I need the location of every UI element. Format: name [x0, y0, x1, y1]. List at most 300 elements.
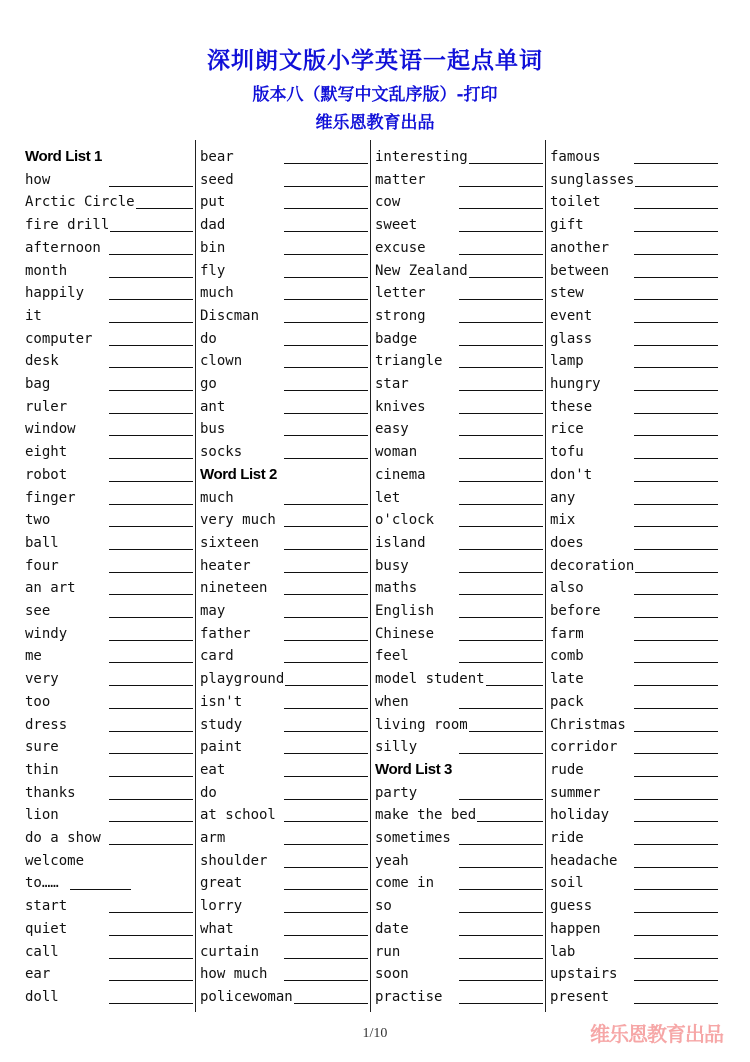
word-row — [375, 963, 543, 985]
answer-blank[interactable] — [634, 208, 718, 209]
answer-blank[interactable] — [70, 889, 131, 890]
word-row — [25, 986, 193, 1008]
answer-blank[interactable] — [284, 594, 368, 595]
word-row — [550, 850, 718, 872]
word-row — [200, 555, 368, 577]
english-word: great — [200, 875, 243, 892]
english-word: matter — [375, 171, 426, 188]
answer-blank[interactable] — [634, 277, 718, 278]
english-word: triangle — [375, 353, 443, 370]
answer-blank[interactable] — [284, 299, 368, 300]
word-row — [200, 600, 368, 622]
answer-blank[interactable] — [109, 640, 193, 641]
english-word: ear — [25, 966, 51, 983]
english-word: finger — [25, 489, 76, 506]
answer-blank[interactable] — [109, 345, 193, 346]
word-row — [550, 532, 718, 554]
english-word: welcome — [25, 852, 85, 869]
word-row — [375, 350, 543, 372]
answer-blank[interactable] — [284, 277, 368, 278]
answer-blank[interactable] — [459, 186, 543, 187]
english-word: soil — [550, 875, 584, 892]
word-row — [550, 441, 718, 463]
answer-blank[interactable] — [109, 526, 193, 527]
answer-blank[interactable] — [634, 163, 718, 164]
english-word: knives — [375, 398, 426, 415]
english-word: lamp — [550, 353, 584, 370]
answer-blank[interactable] — [284, 435, 368, 436]
answer-blank[interactable] — [459, 435, 543, 436]
answer-blank[interactable] — [459, 889, 543, 890]
word-row — [25, 736, 193, 758]
answer-blank[interactable] — [109, 685, 193, 686]
word-row — [375, 918, 543, 940]
answer-blank[interactable] — [634, 708, 718, 709]
answer-blank[interactable] — [109, 753, 193, 754]
english-word: policewoman — [200, 988, 293, 1005]
word-row — [200, 986, 368, 1008]
answer-blank[interactable] — [284, 708, 368, 709]
answer-blank[interactable] — [459, 867, 543, 868]
answer-blank[interactable] — [284, 844, 368, 845]
english-word: may — [200, 603, 226, 619]
answer-blank[interactable] — [459, 753, 543, 754]
word-row — [550, 464, 718, 486]
english-word: yeah — [375, 852, 409, 869]
english-word: maths — [375, 580, 418, 597]
word-row — [550, 736, 718, 758]
answer-blank[interactable] — [459, 912, 543, 913]
answer-blank[interactable] — [109, 186, 193, 187]
english-word: me — [25, 648, 42, 665]
answer-blank[interactable] — [459, 935, 543, 936]
word-row — [200, 350, 368, 372]
word-row — [200, 918, 368, 940]
answer-blank[interactable] — [459, 458, 543, 459]
answer-blank[interactable] — [109, 481, 193, 482]
answer-blank[interactable] — [284, 526, 368, 527]
english-word: Discman — [200, 307, 260, 324]
answer-blank[interactable] — [284, 912, 368, 913]
answer-blank[interactable] — [634, 186, 718, 187]
answer-blank[interactable] — [634, 867, 718, 868]
answer-blank[interactable] — [284, 799, 368, 800]
word-row — [375, 418, 543, 440]
word-row — [550, 260, 718, 282]
answer-blank[interactable] — [634, 504, 718, 505]
english-word: glass — [550, 330, 593, 347]
answer-blank[interactable] — [284, 208, 368, 209]
answer-blank[interactable] — [634, 662, 718, 663]
word-row — [200, 850, 368, 872]
answer-blank[interactable] — [459, 367, 543, 368]
page-subtitle: 版本八（默写中文乱序版）-打印 — [252, 85, 498, 105]
word-row — [25, 850, 193, 872]
answer-blank[interactable] — [634, 912, 718, 913]
answer-blank[interactable] — [109, 413, 193, 414]
word-row — [375, 577, 543, 599]
answer-blank[interactable] — [109, 821, 193, 822]
word-row — [200, 487, 368, 509]
word-row — [25, 260, 193, 282]
word-row — [200, 328, 368, 350]
word-row — [25, 918, 193, 940]
english-word: isn't — [200, 693, 243, 710]
answer-blank[interactable] — [459, 254, 543, 255]
answer-blank[interactable] — [459, 526, 543, 527]
answer-blank[interactable] — [284, 821, 368, 822]
word-row — [200, 396, 368, 418]
answer-blank[interactable] — [634, 458, 718, 459]
answer-blank[interactable] — [634, 617, 718, 618]
english-word: badge — [375, 330, 418, 347]
english-word: New Zealand — [375, 262, 468, 279]
answer-blank[interactable] — [634, 231, 718, 232]
english-word: father — [200, 625, 251, 642]
english-word: thanks — [25, 784, 76, 801]
english-word: clown — [200, 353, 243, 370]
word-row — [25, 328, 193, 350]
english-word: pack — [550, 693, 584, 710]
word-row — [375, 169, 543, 191]
english-word: upstairs — [550, 966, 618, 983]
word-row — [550, 714, 718, 736]
answer-blank[interactable] — [284, 390, 368, 391]
answer-blank[interactable] — [109, 254, 193, 255]
answer-blank[interactable] — [634, 935, 718, 936]
word-row — [375, 464, 543, 486]
word-row — [200, 373, 368, 395]
answer-blank[interactable] — [634, 1003, 718, 1004]
english-word: sometimes — [375, 830, 451, 846]
english-word: lion — [25, 807, 59, 824]
answer-blank[interactable] — [109, 958, 193, 959]
answer-blank[interactable] — [634, 367, 718, 368]
english-word: window — [25, 421, 76, 438]
answer-blank[interactable] — [109, 390, 193, 391]
answer-blank[interactable] — [459, 208, 543, 209]
answer-blank[interactable] — [109, 1003, 193, 1004]
answer-blank[interactable] — [284, 572, 368, 573]
answer-blank[interactable] — [284, 662, 368, 663]
english-word: robot — [25, 466, 68, 483]
english-word: happily — [25, 285, 85, 302]
word-row — [550, 577, 718, 599]
answer-blank[interactable] — [634, 481, 718, 482]
word-row — [375, 532, 543, 554]
word-row — [375, 487, 543, 509]
word-row — [550, 305, 718, 327]
answer-blank[interactable] — [634, 821, 718, 822]
answer-blank[interactable] — [109, 435, 193, 436]
answer-blank[interactable] — [634, 844, 718, 845]
answer-blank[interactable] — [284, 504, 368, 505]
answer-blank[interactable] — [109, 708, 193, 709]
english-word: lorry — [200, 898, 243, 915]
english-word: comb — [550, 648, 584, 665]
word-row — [200, 146, 368, 168]
answer-blank[interactable] — [634, 526, 718, 527]
answer-blank[interactable] — [634, 254, 718, 255]
english-word: very — [25, 671, 59, 688]
word-column-1 — [20, 146, 195, 1012]
answer-blank[interactable] — [459, 980, 543, 981]
word-row — [550, 509, 718, 531]
answer-blank[interactable] — [109, 731, 193, 732]
answer-blank[interactable] — [634, 776, 718, 777]
answer-blank[interactable] — [109, 844, 193, 845]
answer-blank[interactable] — [634, 753, 718, 754]
english-word: do a show — [25, 830, 101, 846]
answer-blank[interactable] — [109, 322, 193, 323]
word-row — [550, 759, 718, 781]
english-word: these — [550, 398, 593, 415]
english-word: cow — [375, 194, 401, 211]
answer-blank[interactable] — [109, 912, 193, 913]
word-row — [375, 237, 543, 259]
answer-blank[interactable] — [634, 799, 718, 800]
answer-blank[interactable] — [284, 549, 368, 550]
word-row — [550, 645, 718, 667]
word-row — [200, 895, 368, 917]
word-row — [375, 373, 543, 395]
english-word: sunglasses — [550, 171, 635, 188]
word-row — [550, 282, 718, 304]
word-row — [25, 782, 193, 804]
answer-blank[interactable] — [634, 685, 718, 686]
answer-blank[interactable] — [284, 935, 368, 936]
answer-blank[interactable] — [284, 753, 368, 754]
answer-blank[interactable] — [459, 481, 543, 482]
answer-blank[interactable] — [634, 413, 718, 414]
english-word: corridor — [550, 739, 618, 756]
answer-blank[interactable] — [284, 867, 368, 868]
word-row — [550, 918, 718, 940]
word-row — [25, 282, 193, 304]
answer-blank[interactable] — [634, 322, 718, 323]
english-word: windy — [25, 625, 68, 642]
word-row — [550, 623, 718, 645]
answer-blank[interactable] — [109, 776, 193, 777]
answer-blank[interactable] — [109, 231, 193, 232]
word-list-title: Word List 2 — [200, 465, 277, 483]
word-row — [200, 782, 368, 804]
english-word: late — [550, 671, 584, 688]
answer-blank[interactable] — [284, 685, 368, 686]
english-word: two — [25, 512, 51, 529]
word-row — [550, 963, 718, 985]
answer-blank[interactable] — [634, 594, 718, 595]
word-row — [550, 872, 718, 894]
english-word: soon — [375, 966, 409, 983]
english-word: English — [375, 603, 435, 619]
english-word: stew — [550, 285, 584, 302]
answer-blank[interactable] — [284, 640, 368, 641]
answer-blank[interactable] — [459, 958, 543, 959]
english-word: four — [25, 557, 59, 574]
word-row — [25, 668, 193, 690]
answer-blank[interactable] — [459, 1003, 543, 1004]
english-word: bag — [25, 376, 51, 392]
english-word: desk — [25, 353, 59, 370]
english-word: socks — [200, 444, 243, 461]
english-word: much — [200, 285, 234, 302]
answer-blank[interactable] — [459, 299, 543, 300]
word-row — [25, 191, 193, 213]
answer-blank[interactable] — [284, 413, 368, 414]
word-row — [375, 668, 543, 690]
english-word: so — [375, 898, 392, 915]
english-word: paint — [200, 739, 243, 756]
answer-blank[interactable] — [284, 322, 368, 323]
answer-blank[interactable] — [284, 186, 368, 187]
answer-blank[interactable] — [459, 345, 543, 346]
word-column-3 — [370, 146, 545, 1012]
answer-blank[interactable] — [459, 277, 543, 278]
english-word: Arctic Circle — [25, 194, 135, 211]
answer-blank[interactable] — [109, 458, 193, 459]
answer-blank[interactable] — [634, 299, 718, 300]
answer-blank[interactable] — [634, 640, 718, 641]
english-word: put — [200, 194, 226, 211]
answer-blank[interactable] — [459, 662, 543, 663]
english-word: study — [200, 716, 243, 733]
answer-blank[interactable] — [284, 958, 368, 959]
english-word: very much — [200, 512, 276, 529]
word-row — [550, 487, 718, 509]
word-row — [200, 872, 368, 894]
answer-blank[interactable] — [284, 231, 368, 232]
word-row — [25, 623, 193, 645]
word-row — [25, 963, 193, 985]
word-row — [200, 441, 368, 463]
answer-blank[interactable] — [459, 708, 543, 709]
english-word: date — [375, 920, 409, 937]
english-word: how much — [200, 966, 268, 983]
word-row — [25, 645, 193, 667]
answer-blank[interactable] — [459, 640, 543, 641]
english-word: see — [25, 603, 51, 619]
answer-blank[interactable] — [459, 231, 543, 232]
word-row — [200, 509, 368, 531]
answer-blank[interactable] — [634, 390, 718, 391]
word-row — [550, 350, 718, 372]
answer-blank[interactable] — [109, 935, 193, 936]
answer-blank[interactable] — [634, 572, 718, 573]
english-word: month — [25, 262, 68, 279]
answer-blank[interactable] — [634, 435, 718, 436]
english-word: bin — [200, 239, 226, 256]
word-row — [550, 191, 718, 213]
english-word: quiet — [25, 920, 68, 937]
answer-blank[interactable] — [284, 458, 368, 459]
answer-blank[interactable] — [459, 844, 543, 845]
answer-blank[interactable] — [459, 504, 543, 505]
word-row — [25, 169, 193, 191]
answer-blank[interactable] — [284, 345, 368, 346]
word-row — [200, 941, 368, 963]
answer-blank[interactable] — [284, 617, 368, 618]
word-row — [25, 396, 193, 418]
word-row — [375, 509, 543, 531]
answer-blank[interactable] — [109, 617, 193, 618]
word-row — [375, 986, 543, 1008]
english-word: Christmas — [550, 716, 626, 733]
english-word: o'clock — [375, 512, 435, 529]
word-row — [550, 895, 718, 917]
answer-blank[interactable] — [109, 594, 193, 595]
answer-blank[interactable] — [109, 799, 193, 800]
answer-blank[interactable] — [284, 367, 368, 368]
answer-blank[interactable] — [459, 799, 543, 800]
english-word: ruler — [25, 398, 68, 415]
answer-blank[interactable] — [459, 572, 543, 573]
answer-blank[interactable] — [634, 958, 718, 959]
english-word: present — [550, 988, 610, 1005]
word-list-title: Word List 1 — [25, 148, 102, 165]
answer-blank[interactable] — [634, 549, 718, 550]
english-word: card — [200, 648, 234, 665]
answer-blank[interactable] — [284, 980, 368, 981]
english-word: how — [25, 171, 51, 188]
answer-blank[interactable] — [109, 549, 193, 550]
answer-blank[interactable] — [634, 980, 718, 981]
answer-blank[interactable] — [634, 731, 718, 732]
answer-blank[interactable] — [109, 980, 193, 981]
page-title: 深圳朗文版小学英语一起点单词 — [207, 48, 543, 74]
english-word: heater — [200, 557, 251, 574]
answer-blank[interactable] — [284, 1003, 368, 1004]
answer-blank[interactable] — [109, 367, 193, 368]
english-word: eight — [25, 444, 68, 461]
answer-blank[interactable] — [459, 413, 543, 414]
english-word: famous — [550, 149, 601, 165]
answer-blank[interactable] — [109, 662, 193, 663]
answer-blank[interactable] — [284, 776, 368, 777]
answer-blank[interactable] — [634, 345, 718, 346]
answer-blank[interactable] — [109, 277, 193, 278]
word-row — [550, 941, 718, 963]
english-word: farm — [550, 625, 584, 642]
answer-blank[interactable] — [459, 617, 543, 618]
word-row — [550, 418, 718, 440]
word-row — [550, 146, 718, 168]
answer-blank[interactable] — [634, 889, 718, 890]
answer-blank[interactable] — [459, 390, 543, 391]
answer-blank[interactable] — [284, 731, 368, 732]
answer-blank[interactable] — [109, 299, 193, 300]
word-row — [200, 282, 368, 304]
english-word: ride — [550, 830, 584, 846]
english-word: come in — [375, 875, 435, 892]
answer-blank[interactable] — [459, 731, 543, 732]
english-word: fly — [200, 262, 226, 279]
answer-blank[interactable] — [109, 504, 193, 505]
english-word: also — [550, 580, 584, 597]
word-row — [375, 623, 543, 645]
answer-blank[interactable] — [284, 163, 368, 164]
answer-blank[interactable] — [284, 889, 368, 890]
answer-blank[interactable] — [109, 572, 193, 573]
english-word: do — [200, 784, 217, 801]
answer-blank[interactable] — [459, 163, 543, 164]
answer-blank[interactable] — [459, 594, 543, 595]
word-row — [25, 214, 193, 236]
english-word: dad — [200, 217, 226, 234]
answer-blank[interactable] — [459, 549, 543, 550]
answer-blank[interactable] — [284, 254, 368, 255]
answer-blank[interactable] — [459, 322, 543, 323]
